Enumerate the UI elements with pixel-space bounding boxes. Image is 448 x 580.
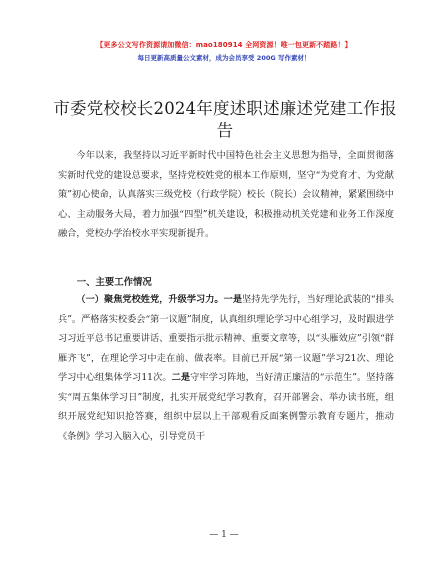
section-heading: 一、主要工作情况	[76, 277, 152, 288]
point-text-2: 守牢学习阵地，当好清正廉洁的“示范生”。坚持落实“周五集体学习日”制度，扎实开展党纪学习教育，召开部署会、举办读书班，组织开展党纪知识抢答赛，组织中层以上干部观看反面案例警示教育专题片，推动《条例》学习入脑入心，引导党员干	[58, 372, 394, 442]
page-number: — 1 —	[209, 530, 239, 540]
promo-banner-line-2: 每日更新高质量公文素材，成为会员享受 200G 写作素材！	[137, 54, 311, 62]
point-text-1: 坚持先学先行，当好理论武装的“排头兵”。严格落实校委会“第一议题”制度，认真组织理论学习中心组学习，及时跟进学习习近平总书记重要讲话、重要指示批示精神、重要文章等，以“头雁效应”引领“群雁齐飞”，在理论学习中走在前、做表率。目前已开展“第一议题”学习21次、理论学习中心组集体学习11次。	[58, 294, 394, 383]
point-lead-2: 二是	[171, 372, 191, 383]
promo-banner-line-1: 【更多公文写作资源请加微信：mao180914 全网资源！唯一包更新不踏路！】	[96, 41, 352, 49]
point-lead-1: 一是	[223, 294, 243, 305]
section-paragraph	[58, 290, 394, 446]
intro-paragraph: 今年以来，我坚持以习近平新时代中国特色社会主义思想为指导，全面贯彻落实新时代党的建设总要求，坚持党校姓党的根本工作原则，坚守“为党育才、为党献策”初心使命，认真落实三级党校（行政学院）校长（院长）会议精神，紧紧围绕中心、主动服务大局，着力加强“四型”机关建设，积极推动机关党建和业务工作深度融合，党校办学治校水平实现新提升。	[58, 150, 394, 239]
subheading: （一）聚焦党校姓党，升级学习力。	[76, 294, 224, 305]
page-title: 市委党校校长2024年度述职述廉述党建工作报告	[53, 99, 397, 140]
